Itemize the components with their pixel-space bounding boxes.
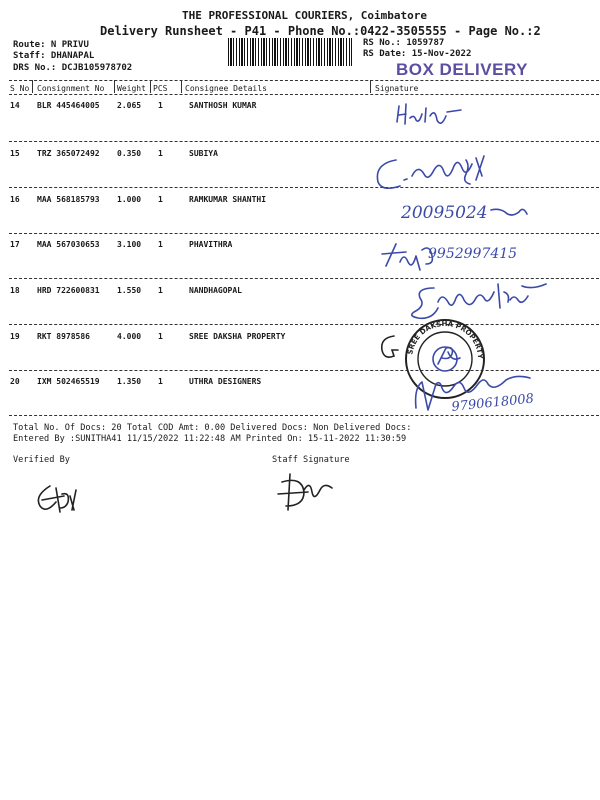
handwritten-phone-17: 9952997415 xyxy=(428,246,518,262)
rs-number: RS No.: 1059787 xyxy=(363,38,445,48)
col-divider xyxy=(114,80,115,93)
row-consignee: PHAVITHRA xyxy=(189,240,233,249)
company-title: THE PROFESSIONAL COURIERS, Coimbatore xyxy=(182,9,428,22)
col-header-consignee: Consignee Details xyxy=(185,84,267,93)
signature-row-20 xyxy=(408,372,588,417)
row-weight: 1.550 xyxy=(117,286,142,295)
drs-number: DRS No.: DCJB105978702 xyxy=(13,63,133,73)
row-sno: 16 xyxy=(10,195,20,204)
row-consignee: SUBIYA xyxy=(189,149,218,158)
box-delivery-stamp: BOX DELIVERY xyxy=(396,60,528,79)
totals-line: Total No. Of Docs: 20 Total COD Amt: 0.00 Delivered Docs: Non Delivered Docs: xyxy=(13,423,412,433)
row-pcs: 1 xyxy=(158,149,163,158)
row-weight: 1.350 xyxy=(117,377,142,386)
staff-label: Staff: DHANAPAL xyxy=(13,51,95,61)
col-divider xyxy=(150,80,151,93)
row-separator xyxy=(9,233,599,234)
col-header-pcs: PCS xyxy=(153,84,168,93)
runsheet-title: Delivery Runsheet - P41 - Phone No.:0422-3505555 - Page No.:2 xyxy=(100,24,541,38)
signature-row-16 xyxy=(395,198,545,228)
row-consignment: MAA 567030653 xyxy=(37,240,100,249)
row-sno: 14 xyxy=(10,101,20,110)
row-separator xyxy=(9,278,599,279)
row-weight: 2.065 xyxy=(117,101,142,110)
row-consignment: BLR 445464005 xyxy=(37,101,100,110)
route-label: Route: N PRIVU xyxy=(13,40,89,50)
rs-date: RS Date: 15-Nov-2022 xyxy=(363,49,472,59)
row-pcs: 1 xyxy=(158,286,163,295)
handwritten-phone-20: 9790618008 xyxy=(450,391,535,415)
table-header-rule xyxy=(9,94,599,95)
row-consignee: NANDHAGOPAL xyxy=(189,286,242,295)
col-divider xyxy=(370,80,371,93)
signature-row-17 xyxy=(378,236,548,278)
seal-text: SREE DAKSHA PROPERTY xyxy=(406,319,485,360)
row-sno: 17 xyxy=(10,240,20,249)
row-consignee: SANTHOSH KUMAR xyxy=(189,101,257,110)
row-separator xyxy=(9,370,599,371)
row-sno: 15 xyxy=(10,149,20,158)
row-sno: 18 xyxy=(10,286,20,295)
row-weight: 4.000 xyxy=(117,332,142,341)
row-weight: 0.350 xyxy=(117,149,142,158)
row-sno: 20 xyxy=(10,377,20,386)
signature-row-18 xyxy=(412,280,562,320)
row-consignment: HRD 722600831 xyxy=(37,286,100,295)
table-top-rule xyxy=(9,80,599,81)
signature-row-19 xyxy=(378,332,408,364)
handwritten-phone-16: 20095024 xyxy=(401,203,488,223)
col-header-weight: Weight xyxy=(117,84,146,93)
barcode-image xyxy=(228,38,352,66)
row-pcs: 1 xyxy=(158,377,163,386)
row-consignee: RAMKUMAR SHANTHI xyxy=(189,195,267,204)
row-consignee: SREE DAKSHA PROPERTY xyxy=(189,332,286,341)
row-sno: 19 xyxy=(10,332,20,341)
row-pcs: 1 xyxy=(158,101,163,110)
col-header-sno: S No xyxy=(10,84,30,93)
staff-signature-label: Staff Signature xyxy=(272,455,350,465)
col-header-signature: Signature xyxy=(375,84,419,93)
row-weight: 1.000 xyxy=(117,195,142,204)
col-divider xyxy=(32,80,33,93)
row-consignment: MAA 568185793 xyxy=(37,195,100,204)
row-consignee: UTHRA DESIGNERS xyxy=(189,377,262,386)
col-header-consignment: Consignment No xyxy=(37,84,105,93)
row-pcs: 1 xyxy=(158,240,163,249)
verified-by-signature xyxy=(32,478,92,518)
row-consignment: RKT 8978586 xyxy=(37,332,90,341)
signature-row-15 xyxy=(372,150,522,190)
staff-signature xyxy=(270,468,340,516)
verified-by-label: Verified By xyxy=(13,455,70,465)
entered-by-line: Entered By :SUNITHA41 11/15/2022 11:22:48 AM Printed On: 15-11-2022 11:30:59 xyxy=(13,434,407,444)
row-pcs: 1 xyxy=(158,195,163,204)
signature-row-14 xyxy=(392,100,472,134)
row-consignment: TRZ 365072492 xyxy=(37,149,100,158)
row-weight: 3.100 xyxy=(117,240,142,249)
row-separator xyxy=(9,324,599,325)
col-divider xyxy=(181,80,182,93)
row-separator xyxy=(9,141,599,142)
row-consignment: IXM 502465519 xyxy=(37,377,100,386)
row-pcs: 1 xyxy=(158,332,163,341)
